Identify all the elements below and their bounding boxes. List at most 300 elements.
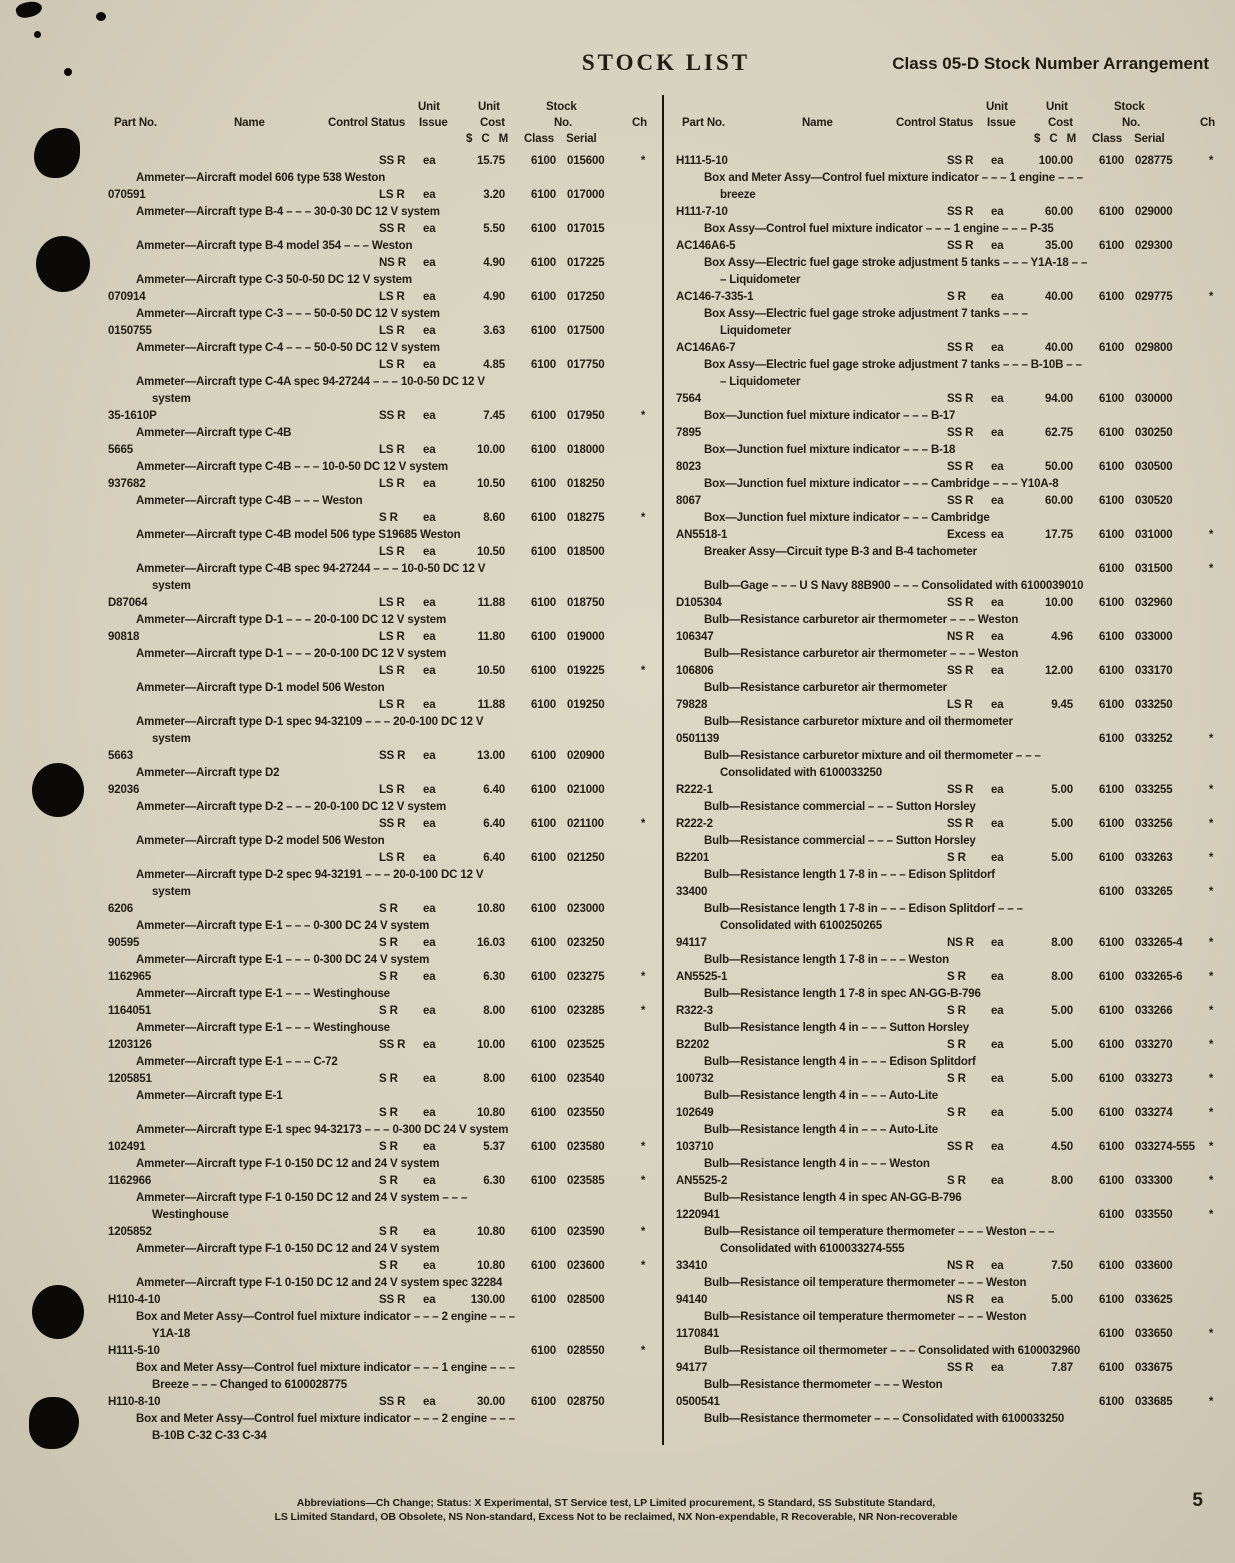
control-status-value — [947, 561, 991, 578]
part-number: 1220941 — [676, 1209, 720, 1221]
page-title: STOCK LIST — [581, 50, 751, 75]
item-description: Ammeter—Aircraft type F-1 0-150 DC 12 and 24 V system — [136, 1158, 440, 1170]
stock-serial: 023275 — [567, 971, 605, 983]
entry-values-row — [108, 289, 653, 306]
stock-number — [1073, 731, 1201, 748]
col-name: Name — [802, 117, 833, 129]
stock-serial: 023585 — [567, 1175, 605, 1187]
change-flag: * — [640, 1345, 646, 1357]
stock-number — [505, 1258, 633, 1275]
control-status-value: S R — [379, 903, 398, 915]
stock-entry — [676, 238, 1221, 289]
unit-cost-value: 5.37 — [483, 1141, 505, 1153]
stock-number — [1073, 884, 1201, 901]
stock-number — [1073, 782, 1201, 799]
stock-entry — [108, 510, 653, 544]
change-flag: * — [1208, 529, 1214, 541]
stock-serial: 033273 — [1135, 1073, 1173, 1085]
stock-serial: 023580 — [567, 1141, 605, 1153]
stock-entry — [108, 1224, 653, 1258]
control-status-value: NS R — [947, 631, 974, 643]
stock-entry — [676, 459, 1221, 493]
part-number: 1205851 — [108, 1073, 152, 1085]
stock-serial: 031500 — [1135, 563, 1173, 575]
ink-smudge — [15, 0, 44, 20]
col-ch: Ch — [632, 117, 648, 129]
unit-issue-value: ea — [423, 189, 436, 201]
stock-class: 6100 — [531, 631, 556, 643]
stock-entry — [676, 561, 1221, 595]
stock-entry — [676, 527, 1221, 561]
stock-serial: 030520 — [1135, 495, 1173, 507]
unit-issue-value: ea — [991, 155, 1004, 167]
stock-class: 6100 — [1099, 1107, 1124, 1119]
col-unit-issue-unit: Unit — [418, 101, 440, 113]
change-flag — [1201, 629, 1221, 646]
part-number: 1203126 — [108, 1039, 152, 1051]
stock-number — [1073, 935, 1201, 952]
stock-number — [1073, 289, 1201, 306]
stock-serial: 023600 — [567, 1260, 605, 1272]
unit-cost-value: 10.80 — [476, 903, 505, 915]
entry-values-row — [676, 1326, 1221, 1343]
unit-cost-value: 4.50 — [1051, 1141, 1073, 1153]
entry-values-row — [108, 1105, 653, 1122]
hole-punch-mark — [36, 236, 90, 292]
stock-number — [1073, 204, 1201, 221]
control-status-value: LS R — [379, 444, 405, 456]
stock-serial: 033265-4 — [1135, 937, 1183, 949]
change-flag — [1201, 238, 1221, 255]
change-flag: * — [1208, 1175, 1214, 1187]
stock-serial: 021100 — [567, 818, 604, 830]
unit-cost-value — [1021, 1326, 1073, 1343]
unit-issue-value: ea — [423, 750, 436, 762]
unit-cost-value: 100.00 — [1038, 155, 1073, 167]
stock-class: 6100 — [1099, 1396, 1124, 1408]
stock-class: 6100 — [531, 1294, 556, 1306]
part-number — [108, 221, 379, 238]
entry-values-row — [108, 1394, 653, 1411]
entry-values-row — [676, 1105, 1221, 1122]
stock-class: 6100 — [531, 546, 556, 558]
part-number: 103710 — [676, 1141, 714, 1153]
entry-values-row — [108, 782, 653, 799]
stock-entry — [676, 1003, 1221, 1037]
unit-issue-value: ea — [991, 291, 1004, 303]
change-flag — [633, 1394, 653, 1411]
stock-number — [505, 969, 633, 986]
unit-issue-value: ea — [423, 852, 436, 864]
control-status-value: S R — [379, 1073, 398, 1085]
stock-class: 6100 — [1099, 1260, 1124, 1272]
change-flag — [1201, 1258, 1221, 1275]
stock-entry — [108, 697, 653, 748]
stock-class: 6100 — [1099, 393, 1124, 405]
unit-issue-value: ea — [423, 699, 436, 711]
stock-number — [1073, 1037, 1201, 1054]
entry-values-row — [676, 1292, 1221, 1309]
control-status-value: SS R — [379, 1039, 406, 1051]
col-stock-no: No. — [554, 117, 573, 129]
stock-number — [1073, 816, 1201, 833]
stock-number — [505, 782, 633, 799]
change-flag: * — [640, 1226, 646, 1238]
part-number: 35-1610P — [108, 410, 157, 422]
stock-number — [505, 595, 633, 612]
item-description: Ammeter—Aircraft type D-1 – – – 20-0-100 DC 12 V system — [136, 614, 447, 626]
control-status-value: SS R — [947, 155, 974, 167]
item-description: Bulb—Resistance carburetor air thermometer – – – Weston — [704, 648, 1019, 660]
stock-class: 6100 — [531, 852, 556, 864]
change-flag: * — [1208, 1328, 1214, 1340]
stock-entry — [676, 425, 1221, 459]
stock-serial: 019250 — [567, 699, 605, 711]
stock-number — [505, 1071, 633, 1088]
unit-issue-value: ea — [991, 240, 1004, 252]
stock-serial: 030500 — [1135, 461, 1173, 473]
change-flag — [1201, 697, 1221, 714]
stock-entry — [108, 357, 653, 408]
stock-number — [505, 255, 633, 272]
unit-issue-value: ea — [991, 1005, 1004, 1017]
entry-values-row — [676, 816, 1221, 833]
change-flag — [1201, 663, 1221, 680]
item-description: Bulb—Resistance length 4 in – – – Sutton Horsley — [704, 1022, 970, 1034]
unit-issue-value: ea — [991, 461, 1004, 473]
stock-class: 6100 — [531, 699, 556, 711]
unit-issue-value: ea — [991, 665, 1004, 677]
change-flag — [633, 1105, 653, 1122]
part-number — [108, 816, 379, 833]
part-number: 94117 — [676, 937, 707, 949]
control-status-value: S R — [947, 1073, 966, 1085]
stock-entry — [108, 595, 653, 629]
entry-values-row — [108, 153, 653, 170]
unit-issue-value — [991, 1207, 1021, 1224]
change-flag — [633, 221, 653, 238]
unit-issue-value — [991, 884, 1021, 901]
unit-issue-value: ea — [991, 1175, 1004, 1187]
stock-number — [505, 187, 633, 204]
unit-cost-value: 10.80 — [476, 1107, 505, 1119]
stock-number — [505, 748, 633, 765]
unit-cost-value — [1021, 561, 1073, 578]
entry-values-row — [108, 1173, 653, 1190]
col-control-status: Control Status — [896, 117, 974, 129]
item-description: Bulb—Resistance oil temperature thermometer – – – Weston – – – Consolidated with 6100033274-555 — [704, 1226, 1055, 1255]
entry-values-row — [676, 561, 1221, 578]
stock-entry — [108, 663, 653, 697]
stock-entry — [676, 1105, 1221, 1139]
stock-number — [1073, 1139, 1201, 1156]
unit-cost-value: 5.00 — [1051, 852, 1073, 864]
unit-issue-value: ea — [991, 971, 1004, 983]
unit-cost-value: 5.00 — [1051, 1294, 1073, 1306]
control-status-value — [947, 884, 991, 901]
stock-serial: 028750 — [567, 1396, 605, 1408]
unit-issue-value: ea — [423, 1073, 436, 1085]
item-description: Box and Meter Assy—Control fuel mixture indicator – – – 2 engine – – – B-10B C-32 C-33 C-34 — [136, 1413, 515, 1442]
control-status-value: SS R — [379, 410, 406, 422]
part-number: D87064 — [108, 597, 148, 609]
stock-class: 6100 — [1099, 206, 1124, 218]
unit-cost-value: 5.50 — [483, 223, 505, 235]
unit-cost-value: 11.88 — [477, 597, 505, 609]
item-description: Ammeter—Aircraft type F-1 0-150 DC 12 and 24 V system spec 32284 — [136, 1277, 503, 1289]
item-description: Bulb—Resistance commercial – – – Sutton Horsley — [704, 835, 976, 847]
unit-issue-value: ea — [423, 155, 436, 167]
change-flag: * — [1208, 852, 1214, 864]
stock-class: 6100 — [1099, 1328, 1124, 1340]
col-ch: Ch — [1200, 117, 1216, 129]
control-status-value — [947, 731, 991, 748]
unit-cost-value: 8.00 — [483, 1005, 505, 1017]
stock-class: 6100 — [531, 478, 556, 490]
change-flag: * — [1208, 1141, 1214, 1153]
unit-issue-value: ea — [991, 206, 1004, 218]
stock-serial: 023540 — [567, 1073, 605, 1085]
col-class-serial: Class Serial — [1092, 133, 1165, 145]
stock-serial: 032960 — [1135, 597, 1173, 609]
item-description: Bulb—Resistance carburetor mixture and oil thermometer – – – Consolidated with 6100033250 — [704, 750, 1041, 779]
part-number: 90595 — [108, 937, 140, 949]
stock-class: 6100 — [1099, 1294, 1124, 1306]
stock-entry — [676, 884, 1221, 935]
stock-serial: 030250 — [1135, 427, 1173, 439]
control-status-value: SS R — [947, 206, 974, 218]
stock-entries-left — [108, 153, 653, 1445]
stock-class: 6100 — [1099, 971, 1124, 983]
control-status-value: LS R — [379, 852, 405, 864]
item-description: Box Assy—Electric fuel gage stroke adjustment 5 tanks – – – Y1A-18 – – – Liquidometer — [704, 257, 1088, 286]
item-description: Bulb—Resistance length 1 7-8 in – – – Weston — [704, 954, 949, 966]
entry-values-row — [676, 935, 1221, 952]
col-unit-cost-unit: Unit — [478, 101, 500, 113]
unit-issue-value: ea — [423, 1107, 436, 1119]
unit-cost-value: 4.96 — [1051, 631, 1073, 643]
entry-values-row — [676, 1394, 1221, 1411]
stock-number — [1073, 1207, 1201, 1224]
control-status-value: LS R — [379, 784, 405, 796]
unit-issue-value: ea — [423, 410, 436, 422]
control-status-value — [379, 1343, 423, 1360]
part-number: 070591 — [108, 189, 146, 201]
unit-issue-value: ea — [991, 1107, 1004, 1119]
col-unit-issue: Issue — [419, 117, 448, 129]
entry-values-row — [676, 527, 1221, 544]
stock-serial: 023590 — [567, 1226, 605, 1238]
item-description: Bulb—Resistance length 4 in – – – Auto-Lite — [704, 1124, 939, 1136]
stock-number — [1073, 425, 1201, 442]
entry-values-row — [108, 816, 653, 833]
stock-number — [505, 153, 633, 170]
unit-issue-value: ea — [423, 325, 436, 337]
stock-number — [1073, 391, 1201, 408]
entry-values-row — [108, 748, 653, 765]
control-status-value: SS R — [379, 223, 406, 235]
stock-number — [1073, 238, 1201, 255]
stock-number — [505, 935, 633, 952]
change-flag — [633, 697, 653, 714]
change-flag — [633, 629, 653, 646]
part-number — [108, 153, 379, 170]
item-description: Bulb—Resistance oil temperature thermometer – – – Weston — [704, 1311, 1027, 1323]
entry-values-row — [676, 884, 1221, 901]
unit-issue-value: ea — [423, 903, 436, 915]
unit-cost-value: 10.80 — [476, 1260, 505, 1272]
right-column — [664, 95, 1221, 1445]
unit-cost-value: 5.00 — [1051, 1107, 1073, 1119]
part-number: 0500541 — [676, 1396, 720, 1408]
unit-cost-value: 11.88 — [477, 699, 505, 711]
stock-entry — [676, 816, 1221, 850]
stock-entry — [676, 1207, 1221, 1258]
item-description: Ammeter—Aircraft type C-4 – – – 50-0-50 DC 12 V system — [136, 342, 440, 354]
unit-cost-value: 6.30 — [483, 1175, 505, 1187]
entry-values-row — [676, 459, 1221, 476]
unit-cost-value: 60.00 — [1044, 206, 1073, 218]
stock-number — [505, 289, 633, 306]
item-description: Bulb—Resistance commercial – – – Sutton Horsley — [704, 801, 976, 813]
stock-serial: 031000 — [1135, 529, 1173, 541]
stock-entry — [108, 1394, 653, 1445]
stock-number — [505, 221, 633, 238]
col-part-no: Part No. — [682, 117, 725, 129]
stock-entry — [108, 1037, 653, 1071]
col-stock: Stock — [1114, 101, 1145, 113]
stock-number — [1073, 1105, 1201, 1122]
unit-cost-value: 50.00 — [1044, 461, 1073, 473]
unit-issue-value: ea — [423, 223, 436, 235]
change-flag — [633, 782, 653, 799]
stock-class: 6100 — [531, 512, 556, 524]
unit-cost-value: 10.80 — [476, 1226, 505, 1238]
change-flag: * — [1208, 886, 1214, 898]
stock-entry — [676, 935, 1221, 969]
control-status-value: SS R — [379, 750, 406, 762]
control-status-value: SS R — [379, 818, 406, 830]
stock-number — [1073, 1173, 1201, 1190]
stock-entry — [108, 1139, 653, 1173]
stock-serial: 033170 — [1135, 665, 1173, 677]
change-flag — [633, 935, 653, 952]
unit-issue-value: ea — [423, 1226, 436, 1238]
stock-number — [505, 1292, 633, 1309]
stock-number — [1073, 1326, 1201, 1343]
part-number: 5663 — [108, 750, 133, 762]
unit-issue-value — [991, 561, 1021, 578]
stock-number — [505, 1224, 633, 1241]
stock-class: 6100 — [1099, 1362, 1124, 1374]
stock-class: 6100 — [531, 410, 556, 422]
entry-values-row — [108, 1292, 653, 1309]
entry-values-row — [676, 1037, 1221, 1054]
item-description: Bulb—Resistance carburetor air thermometer – – – Weston — [704, 614, 1019, 626]
unit-cost-value: 5.00 — [1051, 784, 1073, 796]
control-status-value: S R — [379, 1107, 398, 1119]
unit-issue-value: ea — [991, 1362, 1004, 1374]
change-flag: * — [640, 971, 646, 983]
control-status-value — [947, 1326, 991, 1343]
stock-list-table — [108, 95, 1221, 1445]
part-number: B2201 — [676, 852, 710, 864]
unit-issue-value — [991, 1394, 1021, 1411]
stock-number — [1073, 459, 1201, 476]
unit-cost-value: 3.63 — [483, 325, 505, 337]
part-number: AN5525-2 — [676, 1175, 728, 1187]
stock-serial: 033625 — [1135, 1294, 1173, 1306]
change-flag — [633, 442, 653, 459]
part-number: 33400 — [676, 886, 708, 898]
stock-entry — [676, 1037, 1221, 1071]
stock-entry — [108, 221, 653, 255]
change-flag — [633, 476, 653, 493]
stock-entry — [676, 1139, 1221, 1173]
unit-cost-value: 40.00 — [1044, 291, 1073, 303]
unit-issue-value: ea — [423, 631, 436, 643]
stock-entry — [108, 1105, 653, 1139]
stock-serial: 017015 — [567, 223, 605, 235]
part-number — [108, 697, 379, 714]
page-subtitle: Class 05-D Stock Number Arrangement — [892, 54, 1209, 73]
unit-issue-value: ea — [423, 1396, 436, 1408]
unit-cost-value — [453, 1343, 505, 1360]
item-description: Box and Meter Assy—Control fuel mixture indicator – – – 2 engine – – – Y1A-18 — [136, 1311, 515, 1340]
part-number: AN5518-1 — [676, 529, 728, 541]
unit-issue-value: ea — [423, 937, 436, 949]
part-number: 5665 — [108, 444, 133, 456]
stock-entry — [676, 629, 1221, 663]
control-status-value: NS R — [947, 1294, 974, 1306]
part-number: 94177 — [676, 1362, 708, 1374]
stock-class: 6100 — [1099, 155, 1124, 167]
stock-number — [1073, 340, 1201, 357]
stock-class: 6100 — [531, 189, 556, 201]
unit-cost-value: 130.00 — [470, 1294, 505, 1306]
stock-serial: 030000 — [1135, 393, 1173, 405]
control-status-value: SS R — [947, 393, 974, 405]
control-status-value: S R — [379, 1260, 398, 1272]
item-description: Box—Junction fuel mixture indicator – – – Cambridge – – – Y10A-8 — [704, 478, 1059, 490]
unit-cost-value: 7.50 — [1051, 1260, 1073, 1272]
unit-issue-value: ea — [423, 1141, 436, 1153]
part-number: 937682 — [108, 478, 146, 490]
part-number: D105304 — [676, 597, 722, 609]
control-status-value — [947, 1207, 991, 1224]
change-flag — [633, 289, 653, 306]
control-status-value: S R — [947, 1005, 966, 1017]
item-description: Ammeter—Aircraft type D-1 spec 94-32109 – – – 20-0-100 DC 12 V system — [136, 716, 484, 745]
stock-class: 6100 — [531, 818, 556, 830]
stock-class: 6100 — [531, 155, 556, 167]
stock-serial: 018250 — [567, 478, 605, 490]
control-status-value: S R — [379, 971, 398, 983]
stock-number — [505, 1173, 633, 1190]
unit-cost-value: 6.40 — [483, 852, 505, 864]
item-description: Bulb—Resistance length 4 in – – – Edison Splitdorf — [704, 1056, 976, 1068]
item-description: Ammeter—Aircraft type E-1 – – – Westinghouse — [136, 1022, 390, 1034]
change-flag — [633, 1071, 653, 1088]
stock-entry — [676, 969, 1221, 1003]
stock-number — [1073, 595, 1201, 612]
stock-entry — [108, 1258, 653, 1292]
stock-entry — [108, 850, 653, 901]
part-number: 7895 — [676, 427, 701, 439]
change-flag — [633, 595, 653, 612]
item-description: Ammeter—Aircraft type F-1 0-150 DC 12 and 24 V system – – – Westinghouse — [136, 1192, 468, 1221]
change-flag — [633, 748, 653, 765]
